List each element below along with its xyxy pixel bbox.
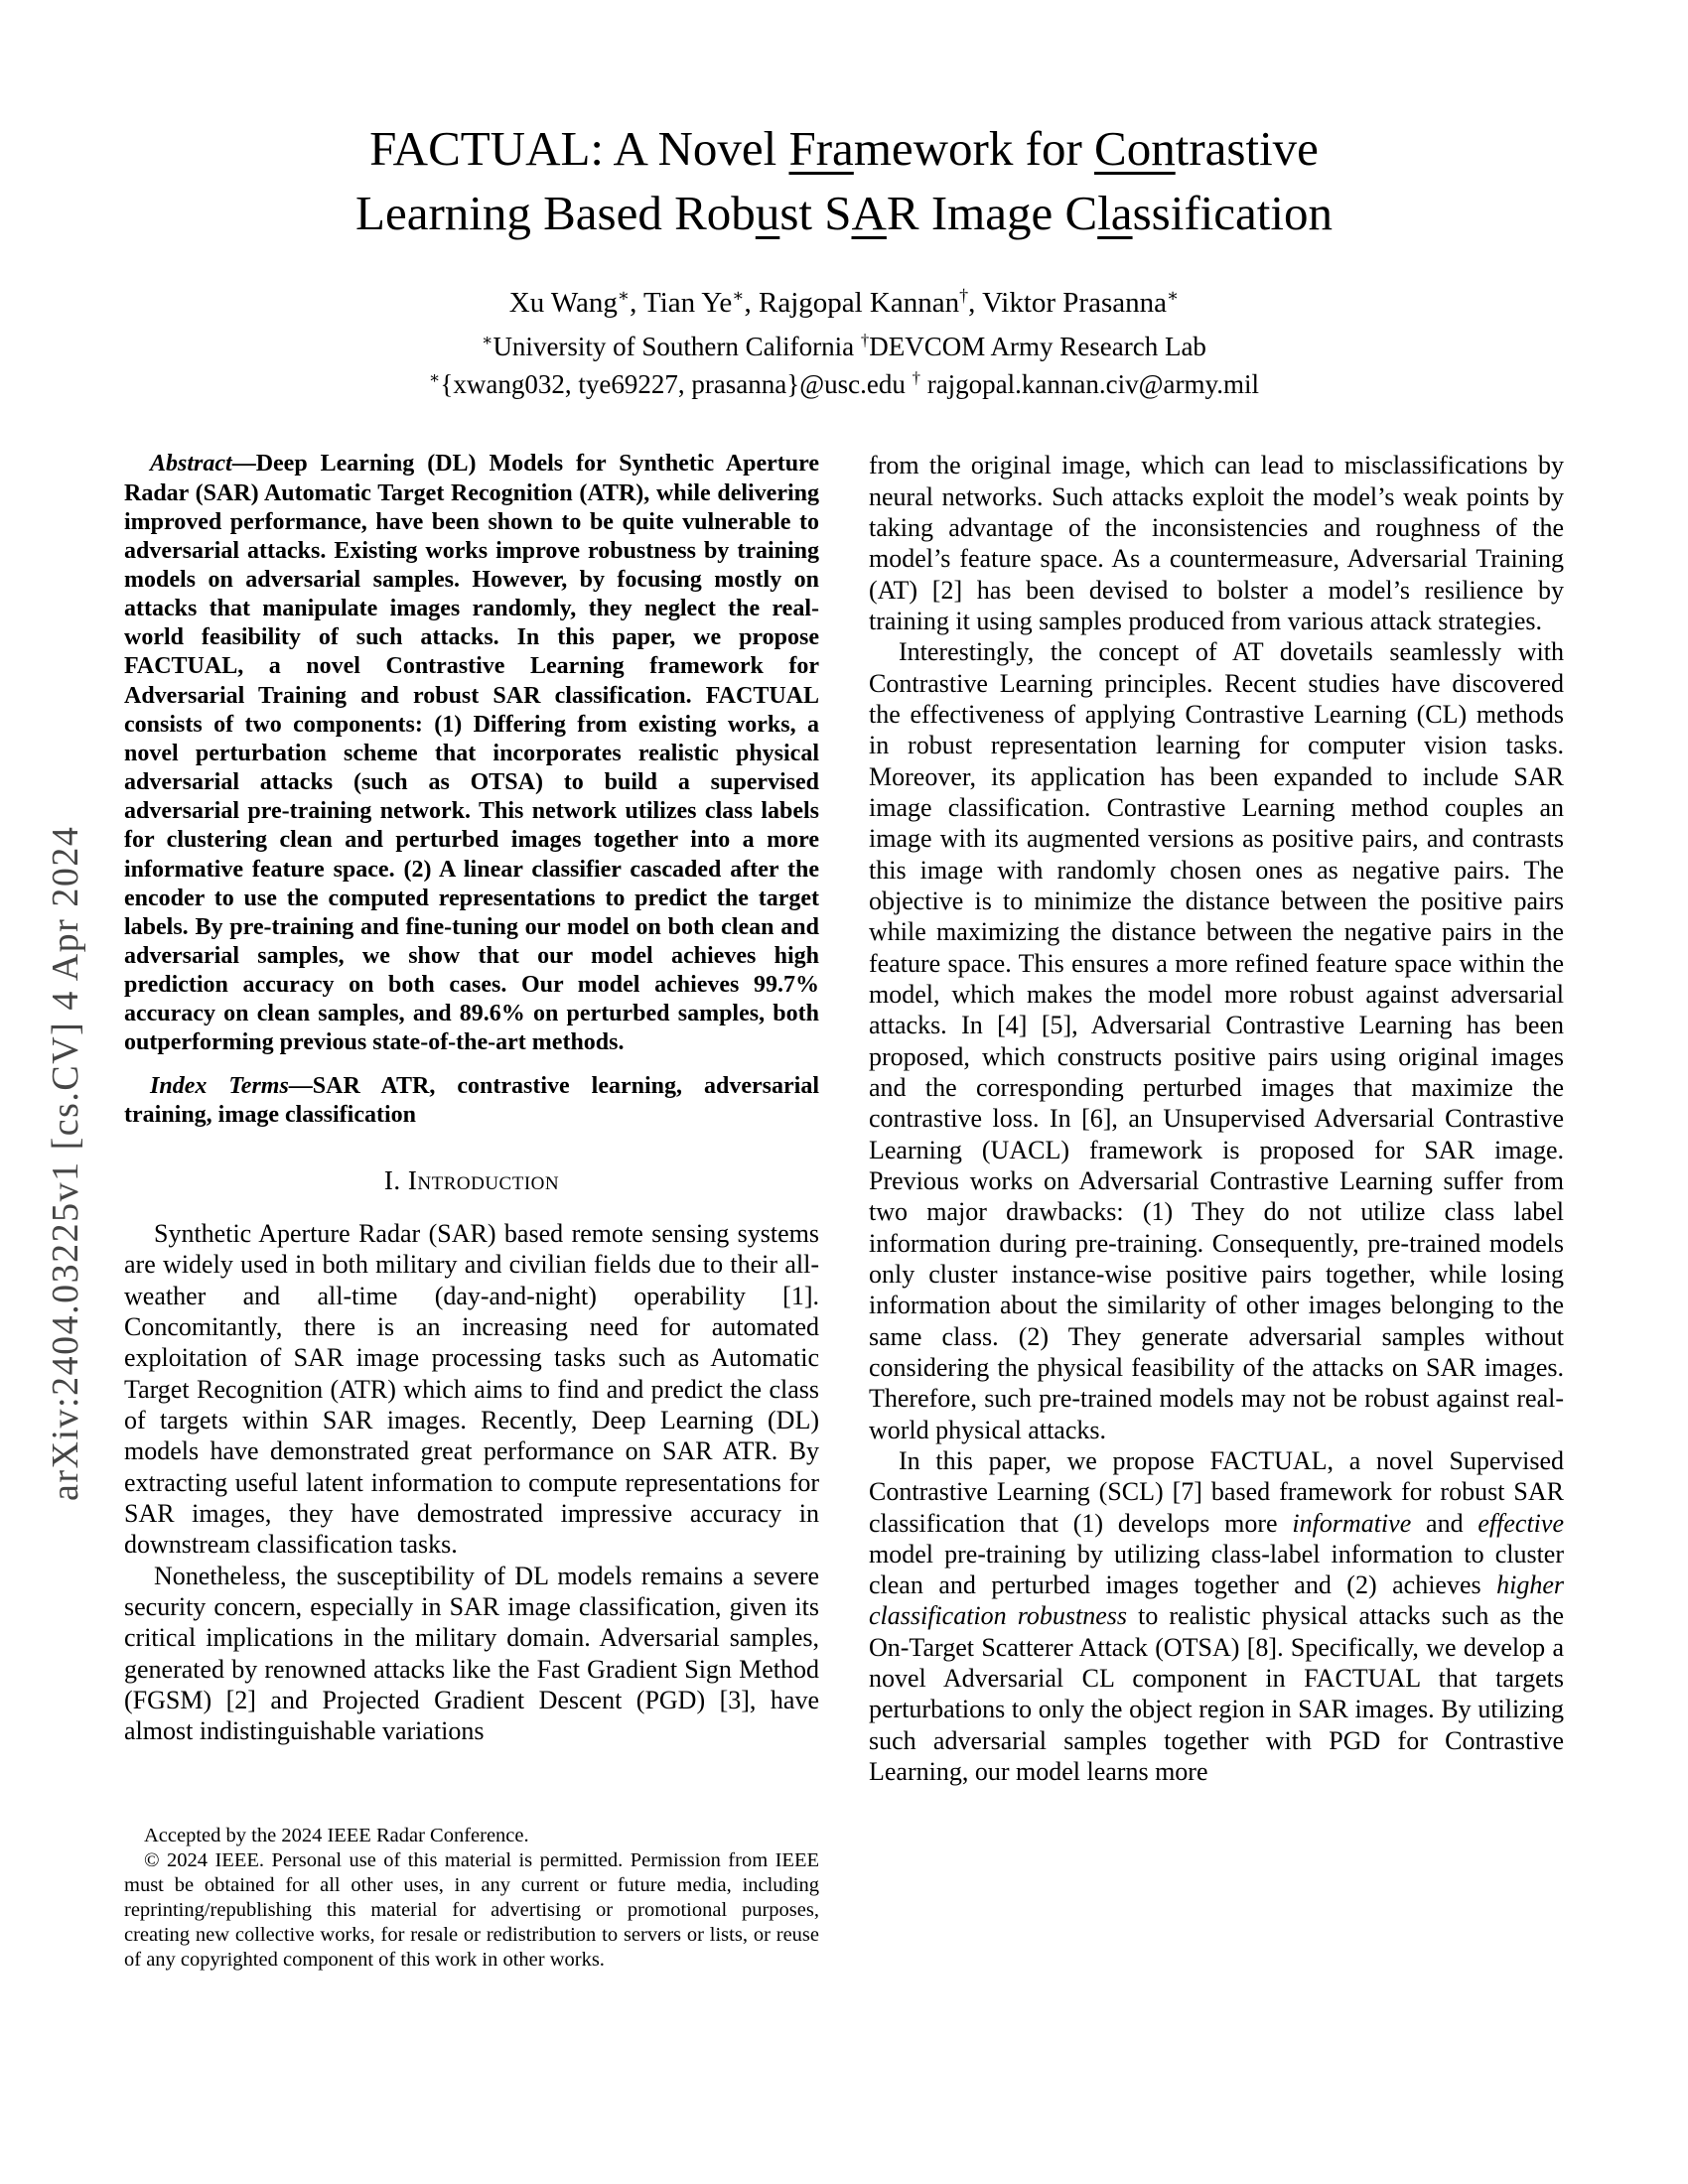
two-column-body (124, 450, 1564, 1973)
authors-line: Xu Wang∗, Tian Ye∗, Rajgopal Kannan†, Viktor Prasanna∗ (508, 285, 1180, 320)
body-paragraph-contrastive-learning: Interestingly, the concept of AT dovetails seamlessly with Contrastive Learning principles. Recent studies have discovered the effectiveness of applying Contrastive Learning (CL) methods in robust representation learning for computer vision tasks. Moreover, its application has been expanded to include SAR image classification. Contrastive Learning method couples an image with its augmented versions as positive pairs, and contrasts this image with randomly chosen ones as negative pairs. The objective is to minimize the distance between the positive pairs while maximizing the distance between the negative pairs in the feature space. This ensures a more refined feature space within the model, which makes the model more robust against adversarial attacks. In [4] [5], Adversarial Contrastive Learning has been proposed, which constructs positive pairs using original images and the corresponding perturbed images that maximize the contrastive loss. In [6], an Unsupervised Adversarial Contrastive Learning (UACL) framework is proposed for SAR image. Previous works on Adversarial Contrastive Learning suffer from two major drawbacks: (1) They do not utilize class label information during pre-training. Consequently, pre-trained models only cluster instance-wise positive pairs together, while losing information about the similarity of other images belonging to the same class. (2) They generate adversarial samples without considering the physical feasibility of the attacks on SAR images. Therefore, such pre-trained models may not be robust against real-world physical attacks. (869, 637, 1564, 1444)
intro-paragraph-1: Synthetic Aperture Radar (SAR) based remote sensing systems are widely used in both military and civilian fields due to their all-weather and all-time (day-and-night) operability [1]. Concomitantly, there is an increasing need for automated exploitation of SAR image processing tasks such as Automatic Target Recognition (ATR) which aims to find and predict the class of targets within SAR images. Recently, Deep Learning (DL) models have demonstrated great performance on SAR ATR. By extracting useful latent information to compute representations for SAR images, they have demostrated impressive accuracy in downstream classification tasks. (124, 1218, 819, 1560)
arxiv-stamp: arXiv:2404.03225v1 [cs.CV] 4 Apr 2024 (45, 825, 86, 1501)
affiliations-line: ∗University of Southern California †DEVCOM Army Research Lab (482, 331, 1206, 362)
footnote-acceptance-line: Accepted by the 2024 IEEE Radar Conference. (144, 1825, 529, 1847)
left-column (124, 450, 819, 1973)
abstract-paragraph: Abstract—Deep Learning (DL) Models for Synthetic Aperture Radar (SAR) Automatic Target Recognition (ATR), while delivering improved performance, have been shown to be quite vulnerable to adversarial attacks. Existing works improve robustness by training models on adversarial samples. However, by focusing mostly on attacks that manipulate images randomly, they neglect the real-world feasibility of such attacks. In this paper, we propose FACTUAL, a novel Contrastive Learning framework for Adversarial Training and robust SAR classification. FACTUAL consists of two components: (1) Differing from existing works, a novel perturbation scheme that incorporates realistic physical adversarial attacks (such as OTSA) to build a supervised adversarial pre-training network. This network utilizes class labels for clustering clean and perturbed images together into a more informative feature space. (2) A linear classifier cascaded after the encoder to use the computed representations to predict the target labels. By pre-training and fine-tuning our model on both clean and adversarial samples, we show that our model achieves high prediction accuracy on both cases. Our model achieves 99.7% accuracy on clean samples, and 89.6% on perturbed samples, both outperforming previous state-of-the-art methods. (124, 451, 819, 1056)
right-column (869, 450, 1564, 1787)
paper-title: FACTUAL: A Novel Framework for Contrastive Learning Based Robust SAR Image Classification (355, 121, 1333, 240)
index-terms: Index Terms—SAR ATR, contrastive learning, adversarial training, image classification (124, 1072, 819, 1128)
emails-line: ∗{xwang032, tye69227, prasanna}@usc.edu † rajgopal.kannan.civ@army.mil (429, 368, 1259, 400)
ieee-footnote (124, 1824, 819, 1973)
footnote-copyright-line: © 2024 IEEE. Personal use of this material is permitted. Permission from IEEE must be obtained for all other uses, in any current or future media, including reprinting/republishing this material for advertising or promotional purposes, creating new collective works, for resale or redistribution to servers or lists, or reuse of any copyrighted component of this work in other works. (124, 1849, 819, 1972)
body-paragraph-factual-proposal: In this paper, we propose FACTUAL, a novel Supervised Contrastive Learning (SCL) [7] based framework for robust SAR classification that (1) develops more informative and effective model pre-training by utilizing class-label information to cluster clean and perturbed images together and (2) achieves higher classification robustness to realistic physical attacks such as the On-Target Scatterer Attack (OTSA) [8]. Specifically, we develop a novel Adversarial CL component in FACTUAL that targets perturbations to only the object region in SAR images. By utilizing such adversarial samples together with PGD for Contrastive Learning, our model learns more (869, 1445, 1564, 1787)
section-heading-introduction: I. Introduction (383, 1164, 560, 1195)
intro-paragraph-2: Nonetheless, the susceptibility of DL models remains a severe security concern, especially in SAR image classification, given its critical implications in the military domain. Adversarial samples, generated by renowned attacks like the Fast Gradient Sign Method (FGSM) [2] and Projected Gradient Descent (PGD) [3], have almost indistinguishable variations (124, 1561, 819, 1746)
body-paragraph-continuation: from the original image, which can lead to misclassifications by neural networks. Such attacks exploit the model’s weak points by taking advantage of the inconsistencies and roughness of the model’s feature space. As a countermeasure, Adversarial Training (AT) [2] has been devised to bolster a model’s resilience by training it using samples produced from various attack strategies. (869, 451, 1564, 635)
